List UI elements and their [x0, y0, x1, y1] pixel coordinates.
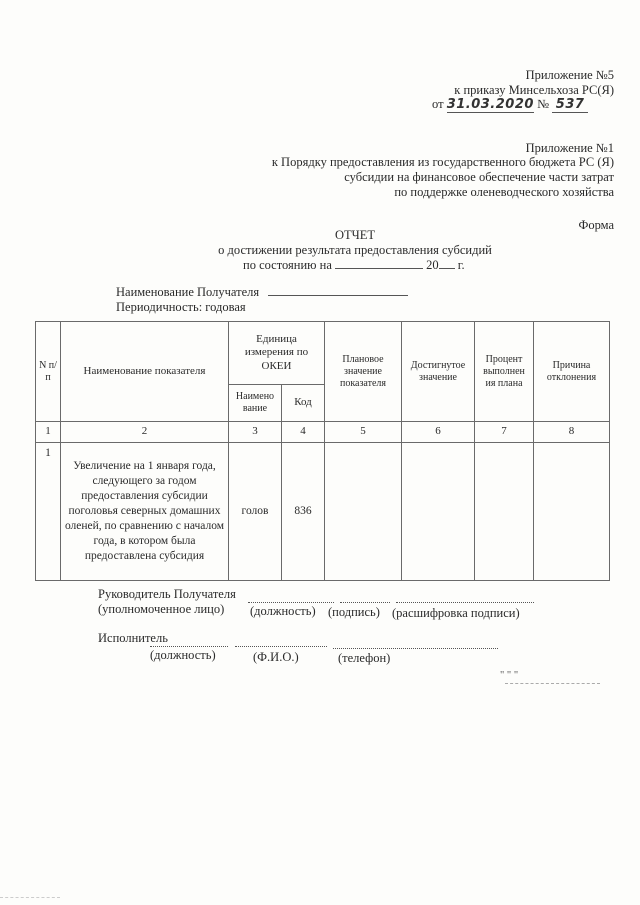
column-numbers-row: [36, 422, 610, 443]
header-percent: Процент выполнен ия плана: [475, 322, 534, 422]
header-planned: Плановое значение показателя: [325, 322, 402, 422]
col-number: 1: [36, 422, 61, 443]
periodicity: Периодичность: годовая: [116, 300, 246, 314]
appendix5-date-line: [432, 97, 588, 113]
date-prefix: от: [432, 97, 444, 111]
exec-phone-blank: [333, 648, 498, 649]
recipient-label: Наименование Получателя: [116, 285, 260, 299]
col-number: 3: [229, 422, 282, 443]
head-label: Руководитель Получателя: [98, 587, 236, 601]
header-unit-name: Наимено вание: [229, 385, 282, 422]
head-signature-caption: (подпись): [328, 605, 380, 619]
appendix5-title: Приложение №5: [525, 68, 614, 82]
col-number: 6: [402, 422, 475, 443]
recipient-blank: [268, 295, 408, 296]
col-number: 2: [61, 422, 229, 443]
head-decoding-blank: [396, 602, 534, 603]
exec-phone-caption: (телефон): [338, 651, 391, 665]
table-row: [36, 443, 610, 581]
appendix1-line3: по поддержке оленеводческого хозяйства: [394, 185, 614, 199]
header-num: N п/п: [36, 322, 61, 422]
number-prefix: №: [537, 97, 549, 111]
exec-position-caption: (должность): [150, 648, 216, 662]
handwritten-date: 31.03.2020: [446, 97, 534, 112]
head-signature-blank: [340, 602, 390, 603]
head-decoding-caption: (расшифровка подписи): [392, 606, 520, 620]
head-sub: (уполномоченное лицо): [98, 602, 225, 616]
report-as-of-line: [243, 258, 465, 273]
as-of-label: по состоянию на: [243, 258, 332, 272]
as-of-date-blank: [335, 268, 423, 269]
report-subtitle: о достижении результата предоставления субсидий: [218, 243, 492, 257]
col-number: 7: [475, 422, 534, 443]
appendix1-title: Приложение №1: [525, 141, 614, 155]
head-position-caption: (должность): [250, 604, 316, 618]
col-number: 4: [282, 422, 325, 443]
year-blank: [439, 268, 455, 269]
year-suffix: г.: [457, 258, 465, 272]
date-blank: [505, 683, 600, 684]
exec-name-caption: (Ф.И.О.): [253, 650, 299, 664]
col-number: 5: [325, 422, 402, 443]
handwritten-number: 537: [552, 97, 588, 113]
year-prefix: 20: [426, 258, 439, 272]
report-table: [35, 321, 610, 581]
exec-position-blank: [150, 646, 228, 647]
row-num: 1: [36, 443, 61, 581]
report-title: ОТЧЕТ: [334, 228, 376, 242]
row-percent: [475, 443, 534, 581]
row-indicator: Увеличение на 1 января года, следующего за годом предоставления субсидии поголовья северных домашних оленей, по сравнению с началом года, в котором была предоставлена субсидия: [61, 443, 229, 581]
row-achieved: [402, 443, 475, 581]
row-planned: [325, 443, 402, 581]
appendix1-line1: к Порядку предоставления из государственного бюджета РС (Я): [271, 155, 614, 169]
recipient-line: [116, 285, 408, 300]
appendix5-order: к приказу Минсельхоза РС(Я): [454, 83, 614, 97]
executor-label: Исполнитель: [98, 631, 168, 645]
header-indicator: Наименование показателя: [61, 322, 229, 422]
exec-name-blank: [235, 646, 327, 647]
header-reason: Причина отклонения: [534, 322, 610, 422]
col-number: 8: [534, 422, 610, 443]
header-unit: Единица измерения по ОКЕИ: [229, 322, 325, 385]
head-position-blank: [248, 602, 334, 603]
form-label: Форма: [578, 218, 614, 232]
appendix1-line2: субсидии на финансовое обеспечение части затрат: [344, 170, 614, 184]
row-unit-name: голов: [229, 443, 282, 581]
scan-edge-artifact: [0, 897, 60, 898]
header-unit-code: Код: [282, 385, 325, 422]
row-unit-code: 836: [282, 443, 325, 581]
date-marks: " " ": [500, 670, 519, 681]
header-achieved: Достигнутое значение: [402, 322, 475, 422]
row-reason: [534, 443, 610, 581]
